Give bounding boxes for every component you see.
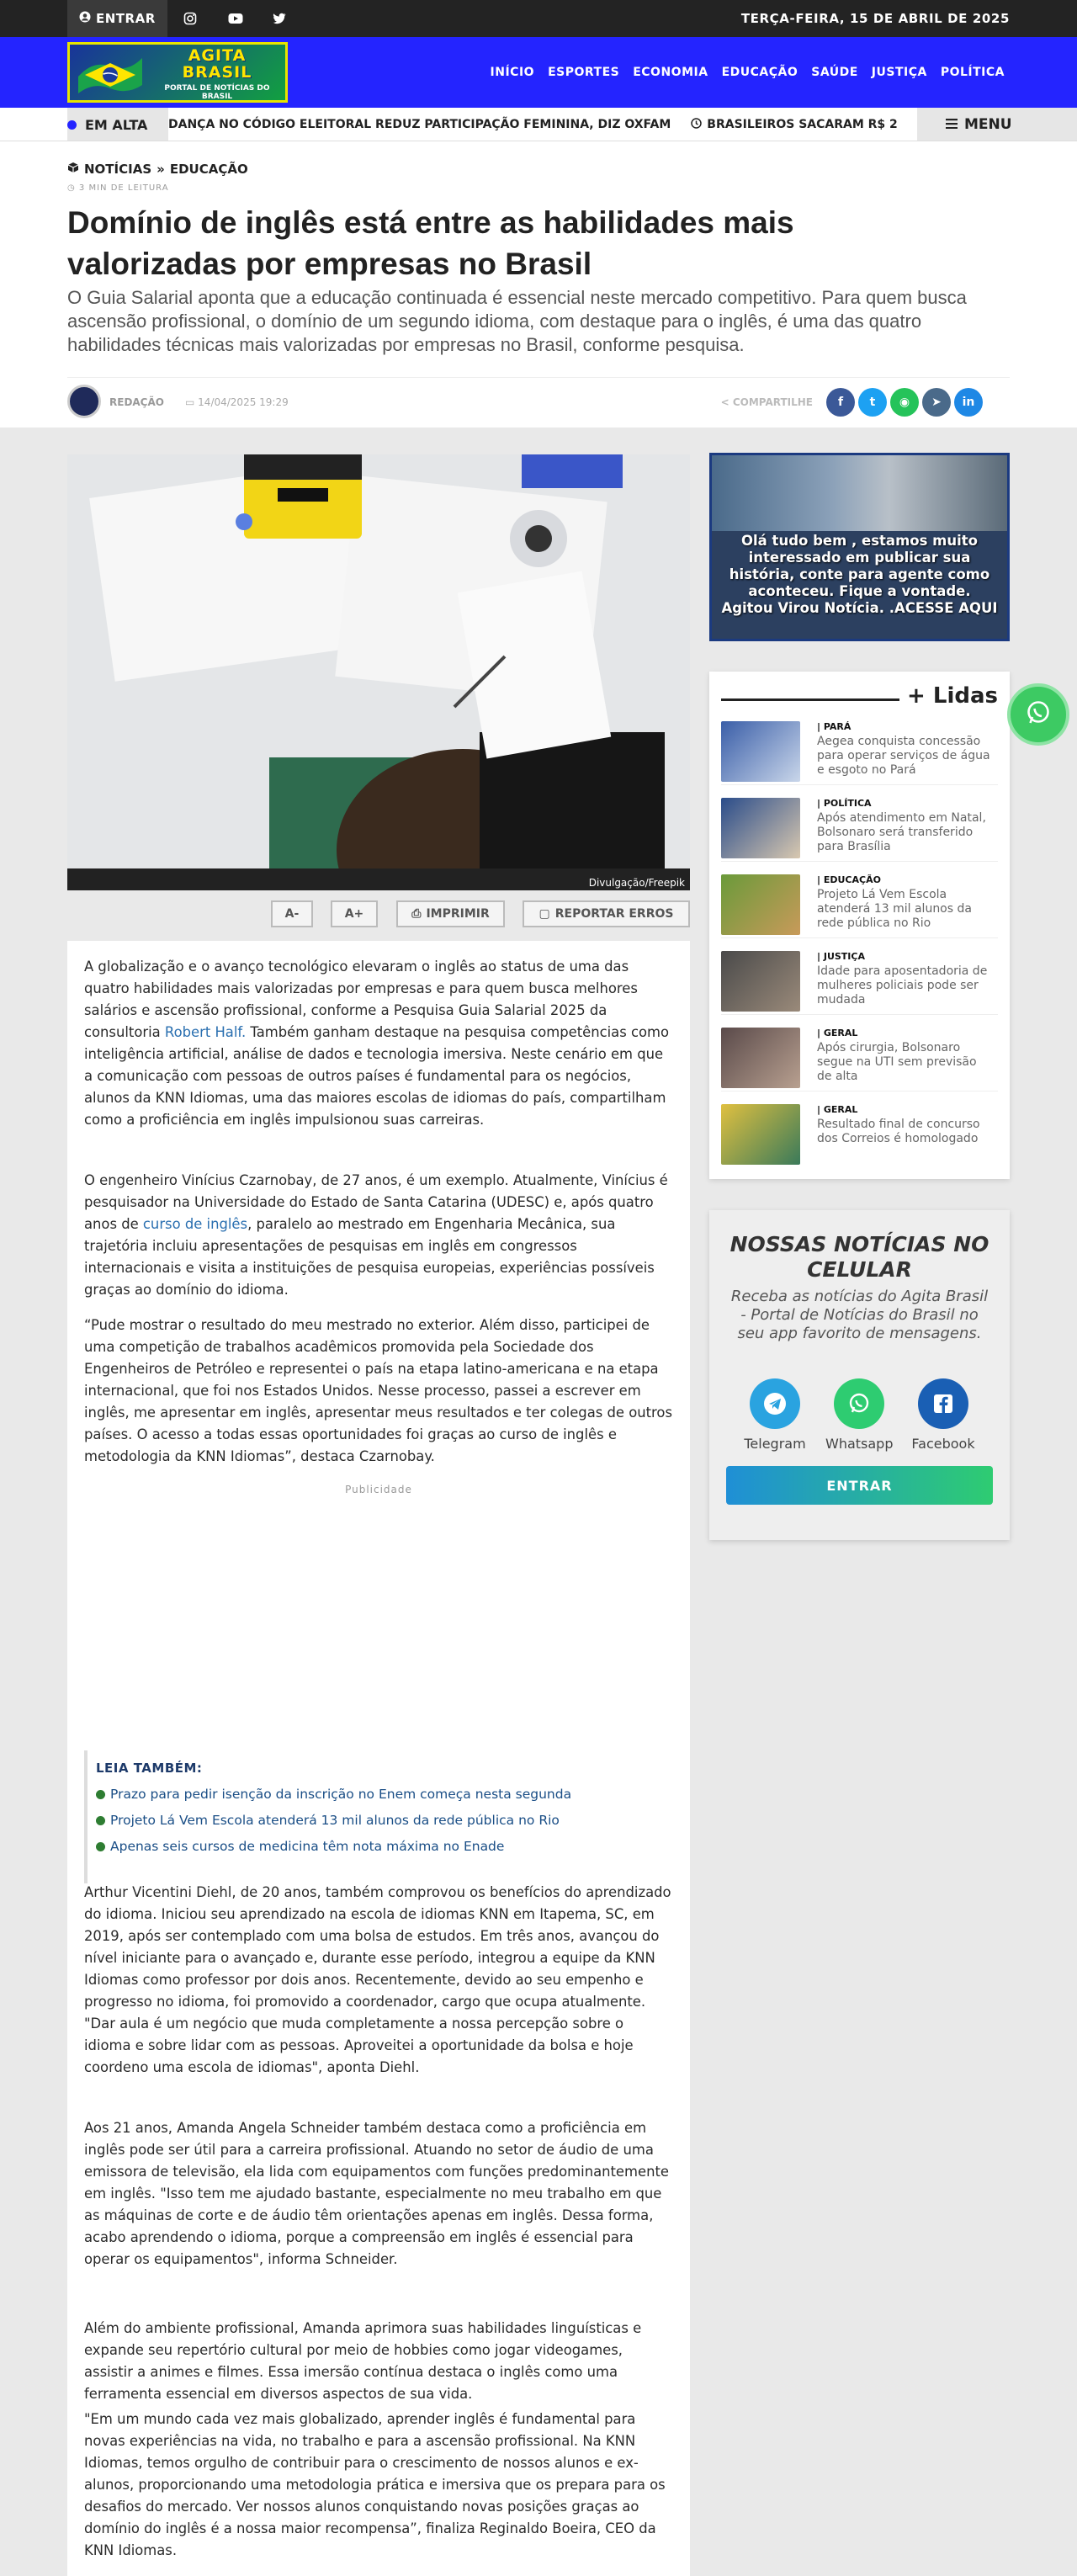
whatsapp-label: Whatsapp [825,1436,894,1452]
share-whatsapp-button[interactable] [890,388,919,417]
read-time-text: 3 MIN DE LEITURA [78,183,169,193]
nav-inicio[interactable]: INÍCIO [490,66,535,79]
see-also-box [84,1750,673,1883]
clock-icon [691,118,702,132]
author-name[interactable]: REDAÇÃO [109,396,164,408]
telegram-label: Telegram [744,1436,806,1452]
see-also-item-text: Prazo para pedir isenção da inscrição no Enem começa nesta segunda [110,1787,572,1802]
instagram-icon[interactable] [178,7,202,30]
nav-saude[interactable]: SAÚDE [811,66,858,79]
report-errors-label: REPORTAR ERROS [554,907,674,921]
trending-label-text: EM ALTA [85,116,148,133]
most-read-thumbnail [721,874,800,935]
breadcrumb-separator-icon: » [157,162,165,177]
whatsapp-icon [1024,698,1053,730]
mobile-enter-button[interactable]: ENTRAR [726,1466,993,1505]
most-read-thumbnail [721,721,800,782]
most-read-thumbnail [721,1104,800,1165]
paragraph-text: A globalização e o avanço tecnológico elevaram o inglês ao status de uma das quatro habilidades mais valorizadas por empresas e para quem busca melhores salários e ascensão profissional, conforme a Pesquisa Guia Salarial 2025 da consultoria [84,959,638,1040]
site-logo[interactable] [67,42,288,103]
article-paragraph [84,956,673,1131]
article-paragraph: Além do ambiente profissional, Amanda aprimora suas habilidades linguísticas e expande seu repertório cultural por meio de hobbies como jogar videogames, assistir a animes e filmes. Essa imersão contínua destaca o inglês como uma ferramenta essencial em diversos aspectos de sua vida. [84,2320,642,2402]
article-title: Domínio de inglês está entre as habilidades mais valorizadas por empresas no Brasil [67,205,794,281]
logo-title-line-1: AGITA [188,46,247,65]
share-icon: < [720,396,729,408]
article-paragraph: "Em um mundo cada vez mais globalizado, aprender inglês é fundamental para novas experiências na vida, no trabalho e para a ascensão profissional. Na KNN Idiomas, temos orgulho de contribuir para o crescimento de nossos alunos e ex-alunos, proporcionando uma metodologia prática e imersiva que os prepara para os desafios do mercado. Ver nossos alunos conquistando novas posições graças ao domínio do inglês é a nossa maior recompensa”, finaliza Reginaldo Boeira, CEO da KNN Idiomas. [84,2411,666,2558]
english-course-link[interactable]: curso de inglês [142,1216,248,1232]
hero-photo [67,454,690,890]
mobile-widget-description: Receba as notícias do Agita Brasil - Portal de Notícias do Brasil no seu app favorito de mensagens. [730,1288,989,1342]
menu-button[interactable] [917,108,1077,141]
facebook-label: Facebook [911,1436,975,1452]
most-read-title: Aegea conquista concessão para operar serviços de água e esgoto no Pará [817,735,990,777]
see-also-item[interactable] [96,1787,673,1802]
ticker-item[interactable] [691,118,898,132]
most-read-item[interactable] [721,1024,998,1091]
main-nav [491,37,1005,108]
ticker-item[interactable]: DANÇA NO CÓDIGO ELEITORAL REDUZ PARTICIPAÇÃO FEMININA, DIZ OXFAM [168,118,671,131]
print-button[interactable] [396,900,505,927]
nav-esportes[interactable]: ESPORTES [548,66,620,79]
see-also-item[interactable] [96,1813,673,1828]
most-read-category: | JUSTIÇA [817,951,865,962]
box-icon [67,162,79,177]
brazil-flag-icon [77,51,144,95]
paragraph-text: Também ganham destaque na pesquisa competências como inteligência artificial, análise de dados e tecnologia imersiva. Neste cenário em que a comunicação com pessoas de outros países é fundamental para os negócios, alunos da KNN Idiomas, uma das maiores escolas de idiomas do país, compartilham como a proficiência em inglês impulsionou suas carreiras. [84,1024,669,1128]
telegram-icon [750,1378,800,1429]
most-read-item[interactable] [721,948,998,1015]
publish-date [185,396,289,408]
share-facebook-button[interactable] [826,388,855,417]
read-time [67,183,169,193]
floating-whatsapp-button[interactable] [1007,683,1069,746]
print-icon: ⎙ [411,907,422,921]
whatsapp-subscribe-button[interactable] [825,1378,893,1452]
article-header [0,141,1077,428]
share-telegram-button[interactable] [922,388,951,417]
most-read-widget [709,672,1010,1179]
paragraph-text: O engenheiro Vinícius Czarnobay, de 27 anos, é um exemplo. Atualmente, Vinícius é pesquisador na Universidade do Estado de Santa Catarina (UDESC) e, após quatro anos de [84,1172,668,1232]
breadcrumb-educacao[interactable]: EDUCAÇÃO [169,162,248,177]
bullet-icon [96,1842,105,1851]
see-also-item-text: Apenas seis cursos de medicina têm nota máxima no Enade [110,1839,505,1854]
login-button[interactable] [67,0,167,37]
most-read-header [721,683,998,710]
most-read-title: Idade para aposentadoria de mulheres policiais pode ser mudada [817,964,988,1006]
article-subtitle: O Guia Salarial aponta que a educação continuada é essencial neste mercado competitivo. Para quem busca ascensão profissional, o domínio de um segundo idioma, com destaque para o inglês, é uma das quatro habilidades técnicas mais valorizadas por empresas no Brasil, conforme pesquisa. [67,287,967,355]
comment-icon: ▢ [538,907,550,921]
logo-title [150,47,284,81]
author-avatar[interactable] [67,385,101,418]
ad-label: Publicidade [345,1484,412,1495]
most-read-item[interactable] [721,794,998,862]
bullet-icon [96,1790,105,1799]
see-also-item-text: Projeto Lá Vem Escola atenderá 13 mil alunos da rede pública no Rio [110,1813,560,1828]
trending-label [67,108,168,141]
font-increase-button[interactable]: A+ [331,900,378,927]
most-read-category: | GERAL [817,1104,858,1115]
most-read-title: Após atendimento em Natal, Bolsonaro será transferido para Brasília [817,811,986,853]
heading-divider [721,698,899,701]
facebook-icon: f [837,396,844,409]
article-paragraph: “Pude mostrar o resultado do meu mestrado no exterior. Além disso, participei de uma competição de trabalhos acadêmicos promovida pela Sociedade dos Engenheiros de Petróleo e representei o país na etapa latino-americana e na etapa internacional, que foi nos Estados Unidos. Nesse processo, passei a escrever em inglês, me apresentar em inglês, apresentar meus resultados e ter colegas de outros países. O acesso a todas essas oportunidades foi graças ao curso de inglês e metodologia da KNN Idiomas”, destaca Czarnobay. [84,1317,672,1464]
mobile-widget-heading: NOSSAS NOTÍCIAS NO CELULAR [729,1232,989,1282]
publish-date-text: 14/04/2025 19:29 [198,396,289,408]
most-read-category: | GERAL [817,1028,858,1038]
mobile-subscribe-widget [709,1210,1010,1540]
article-tools [67,900,690,929]
most-read-thumbnail [721,951,800,1012]
menu-label: MENU [964,116,1012,133]
facebook-subscribe-button[interactable] [910,1378,977,1452]
youtube-icon[interactable] [224,7,247,30]
ad-banner-text: Olá tudo bem , estamos muito interessado em publicar sua história, conte para agente como aconteceu. Fique a vontade. Agitou Virou Notícia. .ACESSE AQUI [721,533,998,616]
trending-ticker [0,108,1077,141]
font-decrease-button[interactable]: A- [271,900,313,927]
clock-icon: ◷ [67,183,76,193]
share-twitter-button[interactable] [858,388,887,417]
whatsapp-icon: ◉ [899,396,910,409]
article-hero-image [67,454,690,890]
most-read-category: | EDUCAÇÃO [817,874,881,885]
share-label [721,396,813,408]
login-label: ENTRAR [96,11,156,26]
most-read-thumbnail [721,1028,800,1088]
live-dot-icon [67,120,77,130]
ad-banner-image [712,455,1007,531]
ticker-item-text: BRASILEIROS SACARAM R$ 2 [707,118,898,131]
top-bar [0,0,1077,37]
most-read-item[interactable] [721,1101,998,1168]
most-read-thumbnail [721,798,800,858]
print-label: IMPRIMIR [426,907,490,921]
most-read-category: | PARÁ [817,721,852,732]
most-read-title: Projeto Lá Vem Escola atenderá 13 mil alunos da rede pública no Rio [817,888,972,930]
logo-tagline: PORTAL DE NOTÍCIAS DO BRASIL [164,84,270,101]
nav-politica[interactable]: POLÍTICA [940,66,1005,79]
twitter-icon: t [869,396,876,409]
nav-educacao[interactable]: EDUCAÇÃO [721,66,798,79]
most-read-item[interactable] [721,718,998,785]
breadcrumb-noticias[interactable]: NOTÍCIAS [84,162,152,177]
bullet-icon [96,1816,105,1825]
article-body [67,941,690,2576]
article-paragraph: Aos 21 anos, Amanda Angela Schneider também destaca como a proficiência em inglês pode ser útil para a carreira profissional. Atuando no setor de áudio de uma emissora de televisão, ela lida com equipamentos com funções predominantemente em inglês. "Isso tem me ajudado bastante, especialmente no meu trabalho em que as máquinas de corte e de áudio têm orientações apenas em inglês. Dessa forma, acabo aprendendo o idioma, porque a compreensão em inglês é essencial para operar os equipamentos", informa Schneider. [84,2120,669,2267]
linkedin-icon: in [962,396,975,409]
logo-title-line-2: BRASIL [182,63,252,82]
sidebar-ad-banner[interactable] [709,453,1010,641]
hamburger-icon [946,116,958,133]
twitter-icon[interactable] [268,7,291,30]
telegram-icon: ➤ [931,396,942,409]
share-linkedin-button[interactable] [954,388,983,417]
current-date: TERÇA-FEIRA, 15 DE ABRIL DE 2025 [740,11,1010,26]
article-paragraph [84,1170,673,1301]
paragraph-text: , paralelo ao mestrado em Engenharia Mecânica, sua trajetória incluiu apresentações de pesquisas em inglês em congressos internacionais e visita a instituições de pesquisa europeias, experiências possíveis graças ao domínio do idioma. [84,1216,655,1298]
article-meta [67,377,1010,417]
image-caption: Divulgação/Freepik [588,877,685,889]
article-paragraph: Arthur Vicentini Diehl, de 20 anos, também comprovou os benefícios do aprendizado do idioma. Iniciou seu aprendizado na escola de idiomas KNN em Itapema, SC, em 2019, após ser contemplado com uma bolsa de estudos. Em três anos, avançou do nível iniciante para o avançado e, durante esse período, integrou a equipe da KNN Idiomas como professor por dois anos. Recentemente, devido ao seu empenho e progresso no idioma, foi promovido a coordenador, cargo que ocupa atualmente. "Dar aula é um negócio que muda completamente a nossa percepção sobre o idioma e sobre lidar com as pessoas. Aproveitei a oportunidade da bolsa e hoje coordeno uma escola de idiomas", aponta Diehl. [84,1884,671,2075]
most-read-item[interactable] [721,871,998,938]
telegram-subscribe-button[interactable] [741,1378,809,1452]
most-read-category: | POLÍTICA [817,798,872,809]
facebook-icon [918,1378,968,1429]
ticker-items [168,108,917,141]
most-read-title: Resultado final de concurso dos Correios é homologado [817,1118,980,1145]
nav-justica[interactable]: JUSTIÇA [871,66,927,79]
user-icon [79,11,91,26]
calendar-icon: ▭ [185,396,195,408]
breadcrumb [67,162,248,177]
site-header [0,37,1077,108]
whatsapp-icon [834,1378,884,1429]
most-read-title: Após cirurgia, Bolsonaro segue na UTI sem previsão de alta [817,1041,977,1083]
see-also-item[interactable] [96,1839,673,1854]
most-read-heading: + Lidas [907,683,998,709]
nav-economia[interactable]: ECONOMIA [633,66,708,79]
report-errors-button[interactable] [523,900,690,927]
robert-half-link[interactable]: Robert Half. [164,1024,247,1040]
share-label-text: COMPARTILHE [732,396,813,408]
see-also-heading: LEIA TAMBÉM: [96,1761,203,1776]
